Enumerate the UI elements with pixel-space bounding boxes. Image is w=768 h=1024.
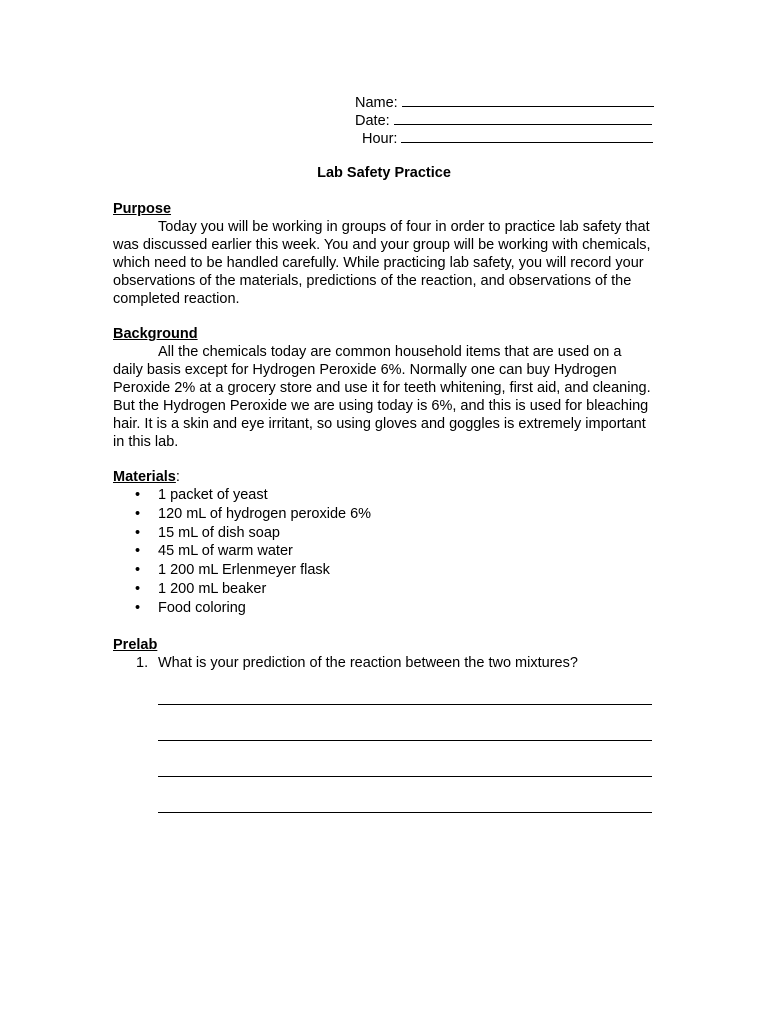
question-text: What is your prediction of the reaction between the two mixtures? (158, 655, 578, 671)
purpose-paragraph (113, 218, 653, 308)
answer-line[interactable] (158, 704, 652, 705)
date-label: Date: (355, 113, 390, 129)
background-text: All the chemicals today are common household items that are used on a daily basis except for Hydrogen Peroxide 6%. Normally one can buy Hydrogen Peroxide 2% at a grocery store and use it for teeth whitening, first aid, and cleaning. But the Hydrogen Peroxide we are using today is 6%, and this is used for bleaching hair. It is a skin and eye irritant, so using gloves and goggles is extremely important in this lab. (113, 344, 651, 450)
bullet-icon: • (135, 487, 141, 503)
materials-heading: Materials (113, 469, 176, 485)
list-item: • 1 packet of yeast (135, 487, 268, 503)
page-title: Lab Safety Practice (317, 165, 451, 181)
materials-colon: : (175, 469, 180, 485)
bullet-icon: • (135, 562, 141, 579)
hour-label: Hour: (362, 131, 398, 147)
purpose-text: Today you will be working in groups of four in order to practice lab safety that was discussed earlier this week. You and your group will be working with chemicals, which need to be handled carefully. While practicing lab safety, you will record your observations of the materials, predictions of the reaction, and observations of the completed reaction. (113, 219, 651, 307)
answer-line[interactable] (158, 776, 652, 777)
answer-line[interactable] (158, 812, 652, 813)
name-field (355, 92, 654, 110)
bullet-icon: • (135, 505, 141, 522)
date-blank[interactable] (394, 110, 652, 125)
prelab-heading: Prelab (113, 637, 158, 653)
materials-heading-row (113, 468, 180, 486)
background-heading: Background (113, 326, 198, 342)
list-item: • 45 mL of warm water (135, 543, 293, 560)
answer-line[interactable] (158, 740, 652, 741)
materials-list (113, 486, 371, 618)
hour-field (362, 128, 653, 146)
list-item: • 1 200 mL beaker (135, 580, 267, 597)
list-item: • 15 mL of dish soap (135, 524, 280, 541)
bullet-icon: • (135, 543, 141, 560)
bullet-icon: • (135, 599, 141, 616)
hour-blank[interactable] (401, 128, 653, 143)
list-item: • 120 mL of hydrogen peroxide 6% (135, 505, 372, 522)
date-field (355, 110, 652, 128)
bullet-icon: • (135, 580, 141, 597)
question-number: 1. (136, 655, 149, 671)
list-item: • Food coloring (135, 599, 246, 616)
prelab-question-1 (136, 654, 578, 672)
bullet-icon: • (135, 524, 141, 541)
background-paragraph (113, 343, 653, 451)
purpose-heading: Purpose (113, 201, 172, 217)
name-label: Name: (355, 95, 398, 111)
name-blank[interactable] (402, 92, 654, 107)
list-item: • 1 200 mL Erlenmeyer flask (135, 562, 330, 579)
